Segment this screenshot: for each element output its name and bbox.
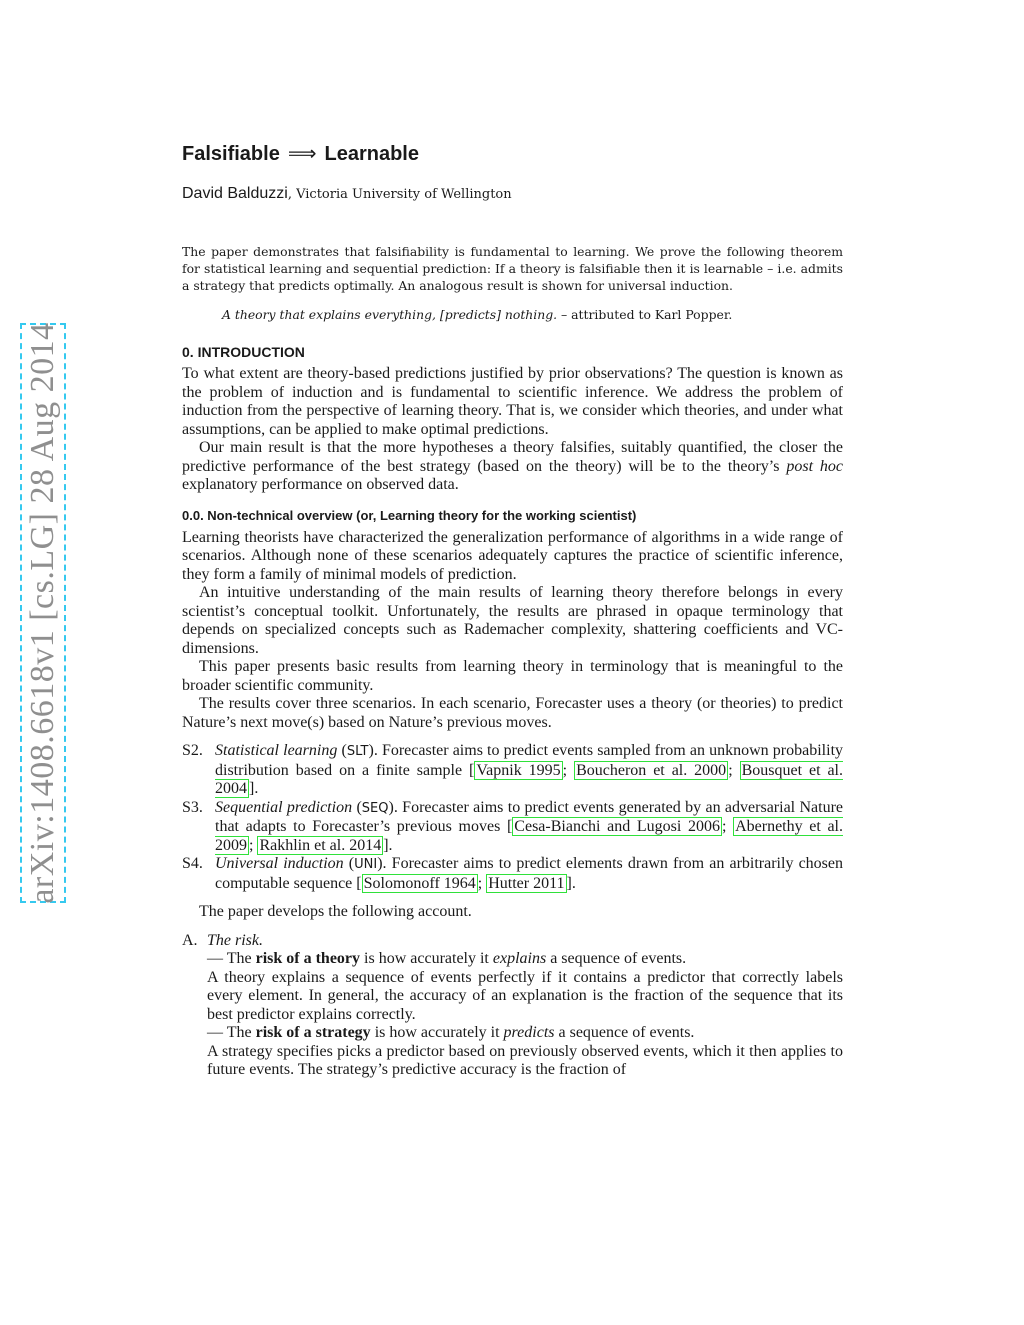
citation-link[interactable]: Bousquet et al. 2004	[215, 761, 844, 798]
arxiv-stamp-text: arXiv:1408.6618v1 [cs.LG] 28 Aug 2014	[24, 322, 61, 904]
citation-link[interactable]: Hutter 2011	[488, 874, 565, 892]
scenario-label: S4.	[182, 855, 203, 873]
author-line	[182, 184, 843, 205]
citation-link[interactable]: Boucheron et al. 2000	[576, 761, 727, 779]
account-item-heading: A. The risk.	[182, 931, 263, 949]
intro-paragraph-1: To what extent are theory-based predictions justified by prior observations? The question is known as the problem of induction and is fundamental to scientific inference. We address the problem of induction from the perspective of learning theory. That is, we consider which theories, and under what assumptions, can be applied to make optimal predictions.	[182, 365, 843, 438]
section-heading-introduction: 0. INTRODUCTION	[182, 344, 305, 361]
paper-title	[182, 140, 843, 168]
intro-paragraph-2: Our main result is that the more hypotheses a theory falsifies, suitably quantified, the closer the predictive performance of the best strategy (based on the theory) will be to the theory’s post hoc explanatory performance on observed data.	[182, 439, 843, 494]
title-right: Learnable	[324, 143, 419, 165]
author-affiliation: , Victoria University of Wellington	[287, 187, 512, 202]
citation-link[interactable]: Solomonoff 1964	[363, 874, 476, 892]
scenario-list	[182, 742, 843, 893]
arxiv-stamp	[20, 323, 66, 903]
citation-link[interactable]: Cesa-Bianchi and Lugosi 2006	[514, 818, 720, 836]
abstract: The paper demonstrates that falsifiability is fundamental to learning. We prove the following theorem for statistical learning and sequential prediction: If a theory is falsifiable then it is learnable – i.e. admits a strategy that predicts optimally. An analogous result is shown for universal induction.	[182, 244, 843, 293]
account-item-body	[207, 950, 843, 1080]
scenario-item	[182, 742, 843, 799]
paper-page	[182, 140, 843, 1080]
account-intro: The paper develops the following account.	[199, 903, 472, 921]
citation-link[interactable]: Vapnik 1995	[476, 761, 561, 779]
scenario-item	[182, 799, 843, 856]
overview-paragraph-1: Learning theorists have characterized the generalization performance of algorithms in a wide range of scenarios. Although none of these scenarios adequately captures the practice of scientific inference, they form a family of minimal models of prediction.	[182, 528, 843, 583]
scenario-body: Sequential prediction (SEQ). Forecaster aims to predict events generated by an adversarial Nature that adapts to Forecaster’s previous moves [ Cesa-Bianchi and Lugosi 2006 ; Abernethy et al. 2009 ; Rakhlin et al. 2014 ].	[215, 798, 844, 854]
subsection-heading-overview: 0.0. Non-technical overview (or, Learning theory for the working scientist)	[182, 507, 637, 523]
risk-of-theory-line: — The risk of a theory is how accurately it explains a sequence of events.	[207, 950, 687, 968]
implies-arrow-icon: ⟹	[287, 143, 317, 165]
scenario-label: S3.	[182, 798, 203, 816]
title-left: Falsifiable	[182, 143, 280, 165]
overview-paragraph-2: An intuitive understanding of the main results of learning theory therefore belongs in every scientist’s conceptual toolkit. Unfortunately, the results are phrased in opaque terminology that depends on specialized concepts such as Rademacher complexity, shattering coefficients and VC-dimensions.	[182, 584, 843, 657]
risk-of-strategy-line: — The risk of a strategy is how accurately it predicts a sequence of events.	[207, 1024, 695, 1042]
risk-of-strategy-text: A strategy specifies picks a predictor based on previously observed events, which it then applies to future events. The strategy’s predictive accuracy is the fraction of	[207, 1042, 843, 1079]
risk-of-theory-text: A theory explains a sequence of events perfectly if it contains a predictor that correctly labels every element. In general, the accuracy of an explanation is the fraction of the sequence that its best predictor explains correctly.	[207, 968, 843, 1023]
epigraph	[222, 306, 843, 323]
epigraph-text: A theory that explains everything, [predicts] nothing.	[222, 307, 558, 323]
overview-paragraph-4: The results cover three scenarios. In each scenario, Forecaster uses a theory (or theories) to predict Nature’s next move(s) based on Nature’s previous moves.	[182, 695, 843, 731]
epigraph-attribution: – attributed to Karl Popper.	[557, 307, 733, 323]
scenario-label: S2.	[182, 742, 203, 760]
citation-link[interactable]: Abernethy et al. 2009	[215, 818, 843, 854]
scenario-body: Universal induction (UNI). Forecaster aims to predict elements drawn from an arbitrarily chosen computable sequence [ Solomonoff 1964 ; Hutter 2011 ].	[215, 855, 844, 892]
author-name: David Balduzzi	[182, 185, 288, 202]
account-item-risk	[182, 932, 843, 1080]
scenario-body: Statistical learning (SLT). Forecaster aims to predict events sampled from an unknown probability distribution based on a finite sample [ Vapnik 1995 ; Boucheron et al. 2000 ; Bousquet et al. 2004 ].	[215, 742, 844, 798]
scenario-item	[182, 855, 843, 893]
overview-paragraph-3: This paper presents basic results from learning theory in terminology that is meaningful to the broader scientific community.	[182, 658, 843, 694]
citation-link[interactable]: Rakhlin et al. 2014	[259, 836, 382, 854]
